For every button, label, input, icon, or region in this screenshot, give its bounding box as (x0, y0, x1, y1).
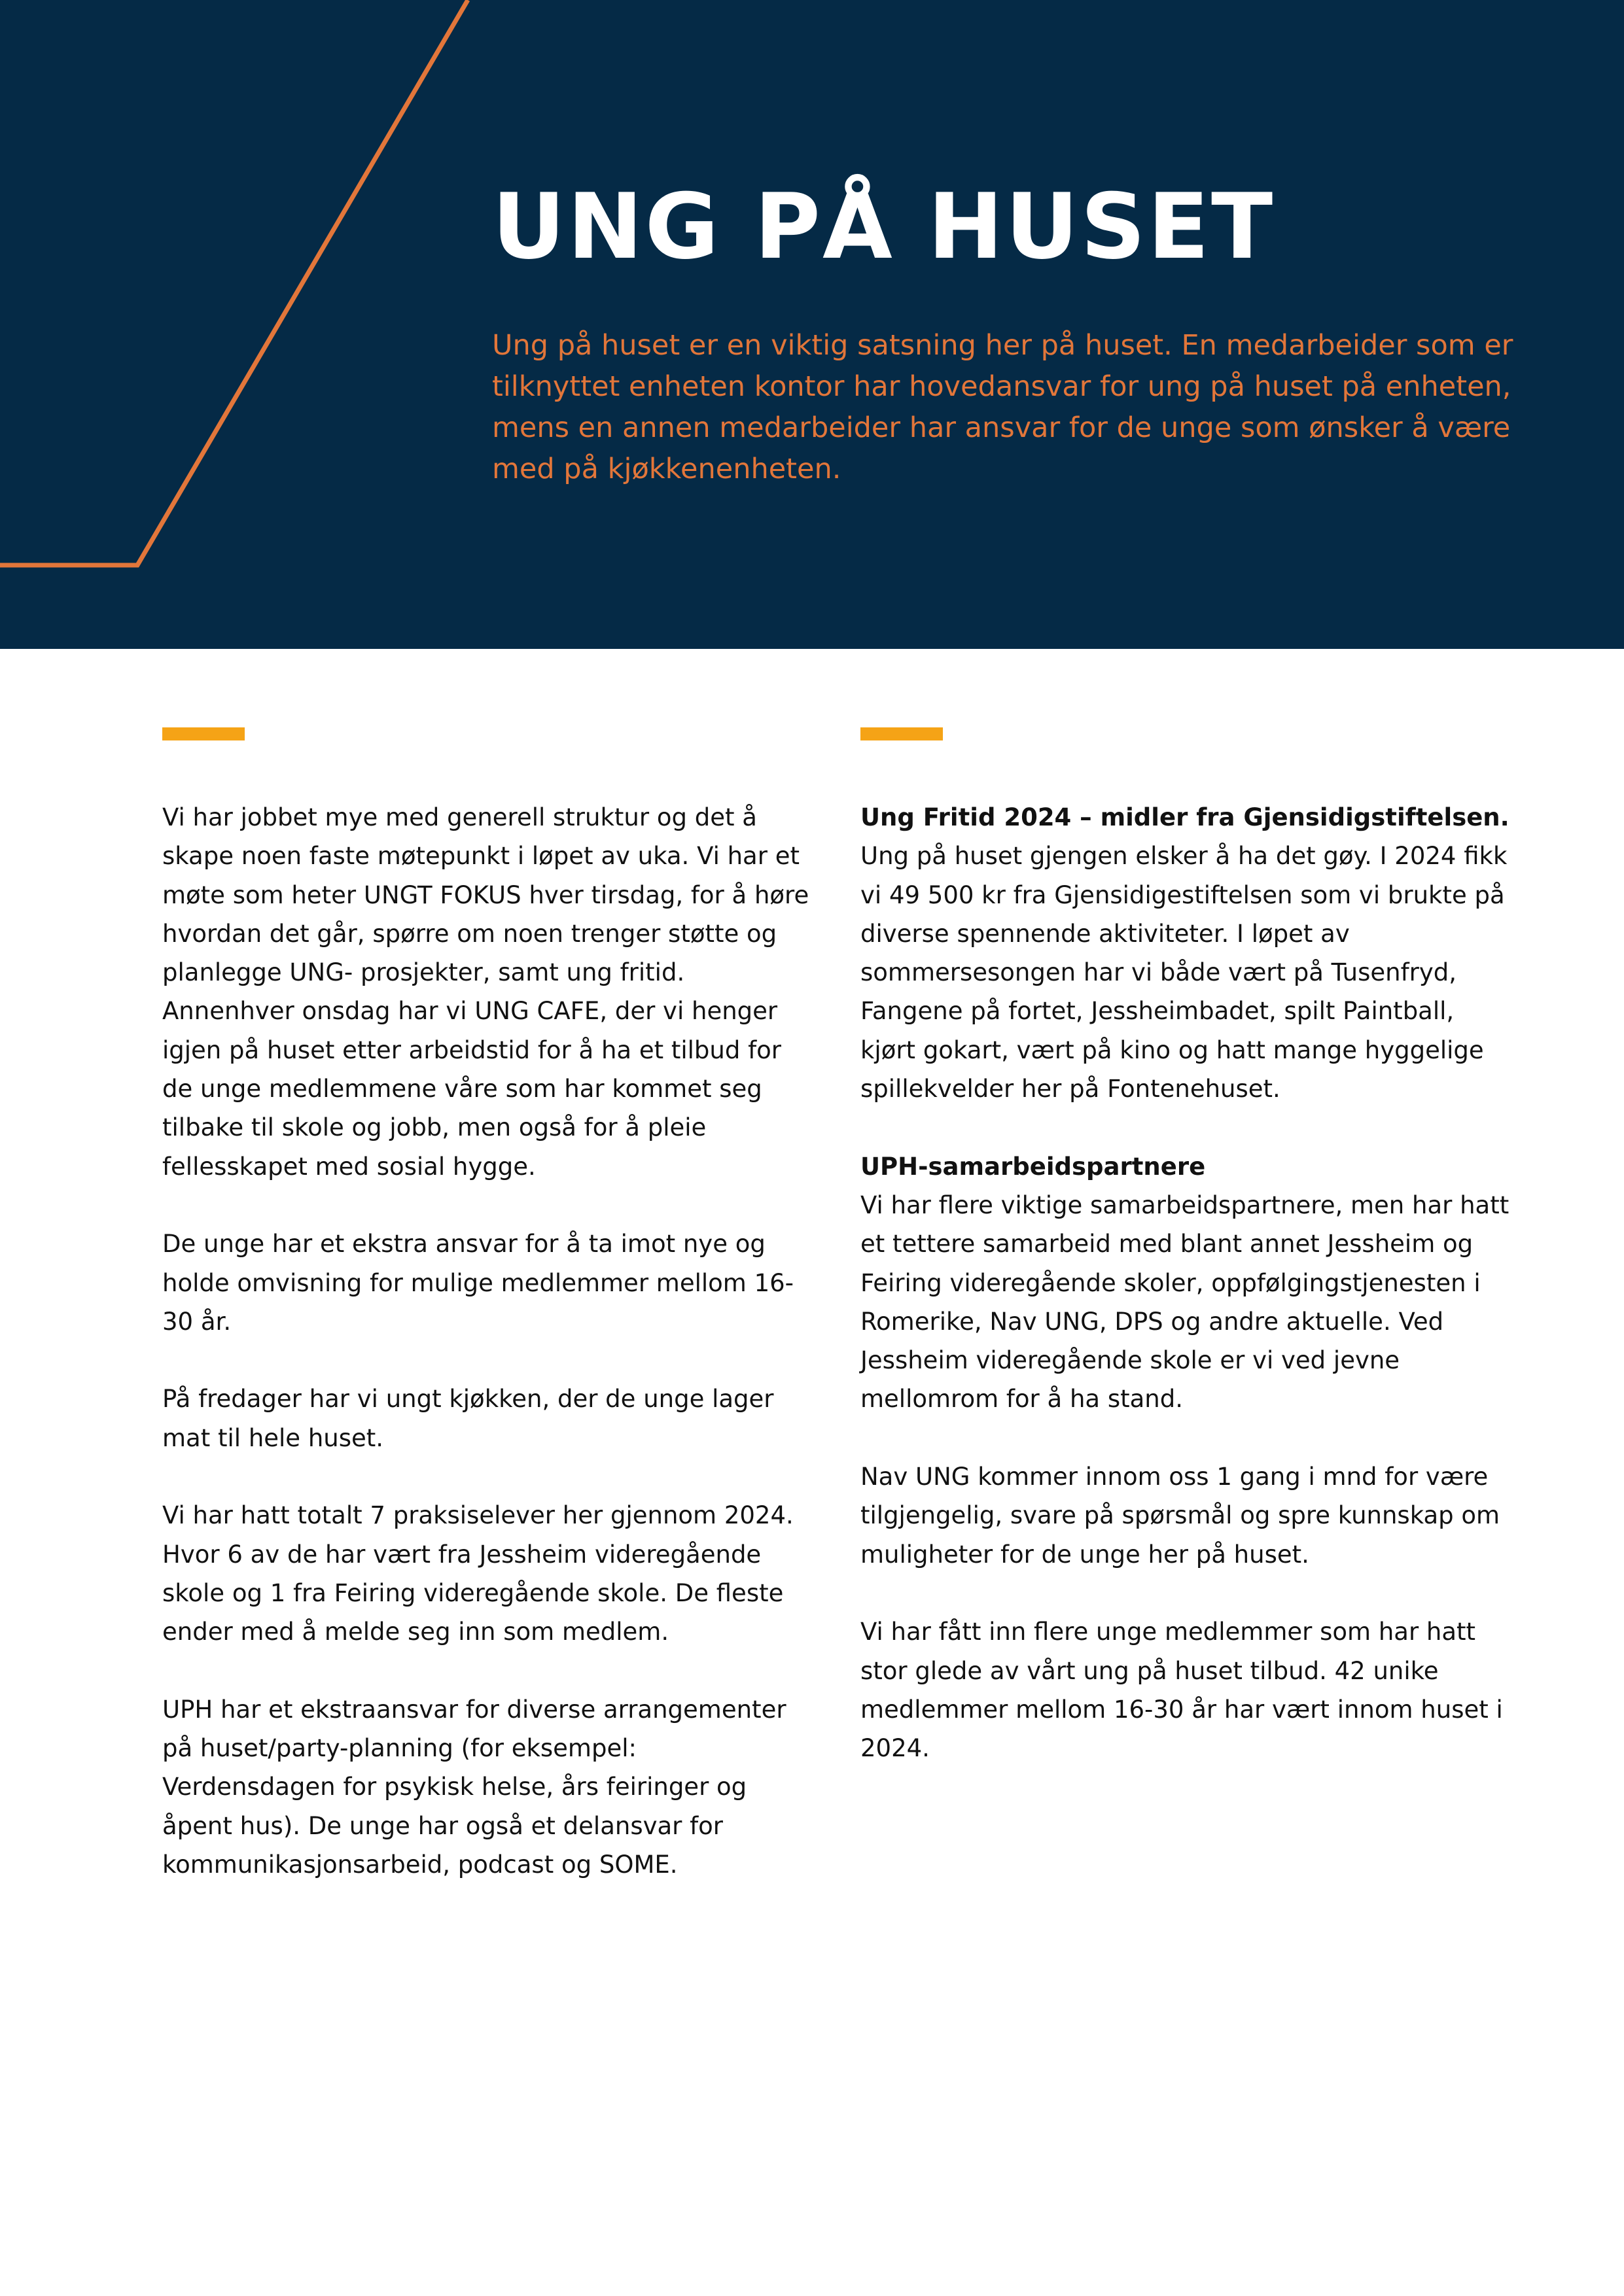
section-heading-ung-fritid: Ung Fritid 2024 – midler fra Gjensidigstiftelsen. (860, 803, 1509, 831)
header-banner (0, 0, 1624, 649)
paragraph-structure: Vi har jobbet mye med generell struktur og det å skape noen faste møtepunkt i løpet av uka. Vi har et møte som heter UNGT FOKUS hver tirsdag, for å høre hvordan det går, spørre om noen trenger støtte og planlegge UNG- prosjekter, samt ung fritid. Annenhver onsdag har vi UNG CAFE, der vi henger igjen på huset etter arbeidstid for å ha et tilbud for de unge medlemmene våre som har kommet seg tilbake til skole og jobb, men også for å pleie fellesskapet med sosial hygge. (162, 803, 809, 1181)
right-column (860, 798, 1515, 1807)
section-ung-fritid (860, 798, 1515, 1108)
intro-text: Ung på huset er en viktig satsning her på huset. En medarbeider som er tilknyttet enheten kontor har hovedansvar for ung på huset på enheten, mens en annen medarbeider har ansvar for de unge som ønsker å være med på kjøkkenenheten. (492, 329, 1513, 485)
section-body-partners: Vi har flere viktige samarbeidspartnere, men har hatt et tettere samarbeid med blant annet Jessheim og Feiring videregående skoler, oppfølgingstjenesten i Romerike, Nav UNG, DPS og andre aktuelle. Ved Jessheim videregående skole er vi ved jevne mellomrom for å ha stand. (860, 1191, 1509, 1414)
paragraph-interns: Vi har hatt totalt 7 praksiselever her gjennom 2024. Hvor 6 av de har vært fra Jessheim videregående skole og 1 fra Feiring videregående skole. De fleste ender med å melde seg inn som medlem. (162, 1501, 794, 1646)
right-accent-bar (860, 727, 943, 740)
page-title: UNG PÅ HUSET (492, 174, 1275, 279)
section-partners (860, 1147, 1515, 1419)
paragraph-events: UPH har et ekstraansvar for diverse arrangementer på huset/party-planning (for eksempel: Verdensdagen for psykisk helse, års feiringer og åpent hus). De unge har også et delansvar for kommunikasjonsarbeid, podcast og SOME. (162, 1695, 786, 1879)
paragraph-members: Vi har fått inn flere unge medlemmer som har hatt stor glede av vårt ung på huset tilbud. 42 unike medlemmer mellom 16-30 år har vært innom huset i 2024. (860, 1618, 1503, 1763)
decorative-diagonal-line (0, 0, 1624, 649)
left-column (162, 798, 817, 1923)
left-accent-bar (162, 727, 245, 740)
section-body-ung-fritid: Ung på huset gjengen elsker å ha det gøy. I 2024 fikk vi 49 500 kr fra Gjensidigestiftelsen som vi brukte på diverse spennende aktiviteter. I løpet av sommersesongen har vi både vært på Tusenfryd, Fangene på fortet, Jessheimbadet, spilt Paintball, kjørt gokart, vært på kino og hatt mange hyggelige spillekvelder her på Fontenehuset. (860, 842, 1508, 1104)
paragraph-nav-ung: Nav UNG kommer innom oss 1 gang i mnd for være tilgjengelig, svare på spørsmål og spre kunnskap om muligheter for de unge her på huset. (860, 1463, 1500, 1569)
paragraph-kitchen: På fredager har vi ungt kjøkken, der de unge lager mat til hele huset. (162, 1385, 774, 1452)
paragraph-responsibility: De unge har et ekstra ansvar for å ta imot nye og holde omvisning for mulige medlemmer mellom 16-30 år. (162, 1230, 794, 1336)
section-heading-partners: UPH-samarbeidspartnere (860, 1152, 1206, 1181)
